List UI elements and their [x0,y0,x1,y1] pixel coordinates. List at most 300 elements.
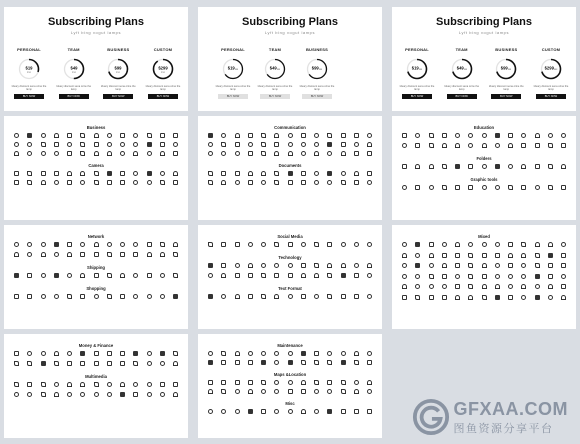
line-icon [147,133,152,138]
price-ring [63,58,85,80]
line-icon [288,273,293,278]
line-icon [288,263,293,268]
buy-now-button[interactable]: BUY NOW [302,94,332,99]
line-icon [274,360,279,365]
line-icon [288,351,293,356]
line-icon [354,351,359,356]
icon-row [402,295,566,300]
line-icon [94,142,99,147]
line-icon [80,361,85,366]
line-icon [429,295,434,300]
line-icon [27,242,32,247]
line-icon [429,133,434,138]
line-icon [41,392,46,397]
line-icon [248,171,253,176]
line-icon [27,361,32,366]
line-icon [173,351,178,356]
plan-period: /mo [71,71,76,74]
category-title: Money & Finance [78,343,114,348]
line-icon [107,294,112,299]
category-title: Multimedia [85,374,107,379]
line-icon [173,142,178,147]
line-icon [147,351,152,356]
price-ring [540,58,562,80]
buy-now-button[interactable]: BUY NOW [447,94,477,99]
line-icon [41,273,46,278]
line-icon [147,180,152,185]
line-icon [561,185,566,190]
line-icon [107,351,112,356]
icon-row [208,380,372,385]
plan-period: /mo [160,71,165,74]
line-icon [354,294,359,299]
line-icon [221,242,226,247]
slide-title: Subscribing Plans [436,16,532,28]
icon-row [14,351,178,356]
line-icon [455,143,460,148]
icon-row [14,273,178,278]
line-icon [107,133,112,138]
line-icon [160,361,165,366]
line-icon [221,273,226,278]
plan-period: /mo [116,71,121,74]
line-icon [561,164,566,169]
line-icon [548,242,553,247]
line-icon [67,242,72,247]
line-icon [482,274,487,279]
line-icon [508,133,513,138]
icon-slide-mixed[interactable] [392,225,576,329]
line-icon [301,133,306,138]
line-icon [442,242,447,247]
line-icon [561,133,566,138]
line-icon [442,263,447,268]
line-icon [535,133,540,138]
line-icon [521,263,526,268]
plan-price: $19... [411,65,423,71]
plan-card [398,47,436,99]
icon-row [14,133,178,138]
line-icon [402,143,407,148]
line-icon [107,252,112,257]
line-icon [354,360,359,365]
line-icon [508,295,513,300]
line-icon [107,180,112,185]
line-icon [67,382,72,387]
buy-now-button[interactable]: BUY NOW [148,94,178,99]
line-icon [442,274,447,279]
line-icon [14,242,19,247]
line-icon [248,360,253,365]
line-icon [327,242,332,247]
line-icon [508,274,513,279]
buy-now-button[interactable]: BUY NOW [103,94,133,99]
line-icon [41,142,46,147]
line-icon [354,380,359,385]
line-icon [80,294,85,299]
line-icon [27,392,32,397]
line-icon [288,389,293,394]
icon-row [208,351,372,356]
buy-now-button[interactable]: BUY NOW [14,94,44,99]
icon-slide-business[interactable] [4,116,188,220]
line-icon [495,263,500,268]
line-icon [235,242,240,247]
price-ring [406,58,428,80]
line-icon [468,295,473,300]
line-icon [367,409,372,414]
line-icon [314,273,319,278]
line-icon [367,380,372,385]
line-icon [248,142,253,147]
line-icon [261,294,266,299]
line-icon [341,263,346,268]
line-icon [248,263,253,268]
line-icon [235,180,240,185]
line-icon [80,142,85,147]
gfxaa-logo-icon [412,398,450,436]
line-icon [274,273,279,278]
icon-row [208,180,372,185]
line-icon [41,382,46,387]
line-icon [415,263,420,268]
plan-description: Iduary discount sena orine the lamp [11,85,47,92]
line-icon [147,151,152,156]
line-icon [548,284,553,289]
plan-price: $19 [25,65,33,71]
plan-description: Iduary discount sena orine the lamp [533,85,569,92]
plan-price: $299... [544,65,558,71]
line-icon [402,185,407,190]
line-icon [314,409,319,414]
line-icon [535,242,540,247]
category-title: Documents [278,163,302,168]
line-icon [27,142,32,147]
plan-card [487,47,525,99]
line-icon [327,351,332,356]
line-icon [468,274,473,279]
line-icon [314,360,319,365]
line-icon [482,185,487,190]
line-icon [521,164,526,169]
line-icon [208,294,213,299]
line-icon [402,133,407,138]
line-icon [508,263,513,268]
icon-slide-education[interactable] [392,116,576,220]
category-title: Graphic tools [470,177,498,182]
line-icon [120,351,125,356]
line-icon [173,151,178,156]
line-icon [429,253,434,258]
line-icon [274,242,279,247]
line-icon [160,252,165,257]
line-icon [367,360,372,365]
line-icon [14,361,19,366]
line-icon [80,252,85,257]
line-icon [354,133,359,138]
line-icon [133,151,138,156]
line-icon [94,151,99,156]
line-icon [120,142,125,147]
plan-price: $99 [114,65,122,71]
plan-name: BUSINESS [495,47,518,52]
line-icon [160,242,165,247]
plans-row [398,47,570,99]
category-title: Shipping [87,265,105,270]
line-icon [561,242,566,247]
line-icon [535,164,540,169]
category-title: Shopping [86,286,106,291]
line-icon [508,242,513,247]
line-icon [561,295,566,300]
plan-card [532,47,570,99]
buy-now-button[interactable]: BUY NOW [218,94,248,99]
icon-row [208,142,372,147]
category-title: Business [86,125,106,130]
line-icon [94,133,99,138]
line-icon [14,180,19,185]
line-icon [535,295,540,300]
line-icon [261,351,266,356]
icon-row [402,185,566,190]
line-icon [120,151,125,156]
line-icon [468,284,473,289]
pricing-slide-1[interactable] [4,7,188,111]
plan-description: Iduary discount sena orine the lamp [399,85,435,92]
icon-row [14,171,178,176]
line-icon [429,242,434,247]
line-icon [147,171,152,176]
icon-slide-social-media[interactable] [198,225,382,329]
line-icon [274,294,279,299]
line-icon [160,151,165,156]
plan-card [55,47,93,99]
line-icon [301,171,306,176]
line-icon [442,164,447,169]
line-icon [120,294,125,299]
line-icon [14,294,19,299]
watermark-text [454,399,569,436]
line-icon [41,294,46,299]
icon-row [402,133,566,138]
line-icon [468,263,473,268]
line-icon [14,133,19,138]
line-icon [314,180,319,185]
line-icon [442,253,447,258]
line-icon [261,133,266,138]
line-icon [415,295,420,300]
plan-price: $49... [269,65,281,71]
line-icon [67,252,72,257]
line-icon [147,252,152,257]
buy-now-button[interactable]: BUY NOW [59,94,89,99]
price-ring [107,58,129,80]
line-icon [274,151,279,156]
plan-description: Iduary discount sena orine the lamp [299,85,335,92]
line-icon [160,142,165,147]
buy-now-button[interactable]: BUY NOW [491,94,521,99]
line-icon [67,133,72,138]
pricing-slide-3[interactable] [392,7,576,111]
line-icon [455,295,460,300]
plan-name: CUSTOM [153,47,173,52]
line-icon [221,263,226,268]
line-icon [27,382,32,387]
line-icon [521,284,526,289]
line-icon [429,143,434,148]
line-icon [67,273,72,278]
line-icon [80,351,85,356]
plan-description: Iduary discount sena orine the lamp [257,85,293,92]
line-icon [160,382,165,387]
line-icon [94,294,99,299]
line-icon [548,253,553,258]
line-icon [261,242,266,247]
line-icon [288,242,293,247]
line-icon [120,171,125,176]
plan-card [298,47,336,99]
line-icon [288,380,293,385]
line-icon [248,180,253,185]
line-icon [468,143,473,148]
line-icon [208,242,213,247]
line-icon [80,273,85,278]
line-icon [548,164,553,169]
line-icon [54,242,59,247]
watermark-sub: 图鱼资源分享平台 [453,422,554,435]
plan-name: TEAM [67,47,80,52]
line-icon [314,242,319,247]
line-icon [415,133,420,138]
line-icon [235,351,240,356]
line-icon [54,361,59,366]
pricing-slide-2[interactable] [198,7,382,111]
line-icon [80,151,85,156]
line-icon [341,242,346,247]
line-icon [288,180,293,185]
line-icon [14,151,19,156]
line-icon [402,164,407,169]
line-icon [548,295,553,300]
line-icon [261,171,266,176]
line-icon [314,294,319,299]
line-icon [327,273,332,278]
line-icon [288,409,293,414]
line-icon [221,294,226,299]
line-icon [235,151,240,156]
line-icon [120,361,125,366]
line-icon [107,273,112,278]
slide-subtitle: Lyft bing vogut lamps [458,30,510,35]
line-icon [535,284,540,289]
line-icon [415,284,420,289]
line-icon [327,294,332,299]
line-icon [27,133,32,138]
line-icon [535,253,540,258]
line-icon [521,133,526,138]
line-icon [327,389,332,394]
line-icon [67,171,72,176]
plan-card [256,47,294,99]
line-icon [14,392,19,397]
icon-row [402,263,566,268]
line-icon [235,273,240,278]
category-title: Network [87,234,105,239]
line-icon [367,171,372,176]
line-icon [208,180,213,185]
line-icon [468,164,473,169]
line-icon [327,360,332,365]
line-icon [80,171,85,176]
line-icon [261,180,266,185]
line-icon [208,351,213,356]
line-icon [288,142,293,147]
line-icon [455,253,460,258]
category-title: Text Format [278,286,302,291]
line-icon [107,392,112,397]
line-icon [301,273,306,278]
icon-slide-maintenance[interactable] [198,334,382,438]
line-icon [415,253,420,258]
line-icon [248,389,253,394]
line-icon [221,409,226,414]
line-icon [341,294,346,299]
buy-now-button[interactable]: BUY NOW [402,94,432,99]
line-icon [120,180,125,185]
line-icon [341,151,346,156]
line-icon [402,274,407,279]
line-icon [147,392,152,397]
plan-price: $19... [227,65,239,71]
line-icon [455,133,460,138]
line-icon [248,242,253,247]
line-icon [521,185,526,190]
line-icon [41,151,46,156]
line-icon [160,180,165,185]
line-icon [327,133,332,138]
line-icon [120,392,125,397]
line-icon [208,409,213,414]
line-icon [133,392,138,397]
line-icon [221,380,226,385]
line-icon [27,351,32,356]
line-icon [367,351,372,356]
icon-row [402,253,566,258]
line-icon [314,133,319,138]
line-icon [221,351,226,356]
plan-description: Iduary discount sena orine the lamp [215,85,251,92]
icon-slide-communication[interactable] [198,116,382,220]
line-icon [160,392,165,397]
line-icon [495,242,500,247]
buy-now-button[interactable]: BUY NOW [260,94,290,99]
line-icon [367,242,372,247]
buy-now-button[interactable]: BUY NOW [536,94,566,99]
plan-description: Iduary discount sena orine the lamp [145,85,181,92]
line-icon [442,143,447,148]
line-icon [221,151,226,156]
line-icon [235,360,240,365]
line-icon [248,151,253,156]
plan-price: $49 [70,65,78,71]
line-icon [27,294,32,299]
icon-slide-network[interactable] [4,225,188,329]
icon-slide-money-finance[interactable] [4,334,188,438]
icon-row [208,133,372,138]
line-icon [261,151,266,156]
line-icon [261,389,266,394]
line-icon [327,263,332,268]
